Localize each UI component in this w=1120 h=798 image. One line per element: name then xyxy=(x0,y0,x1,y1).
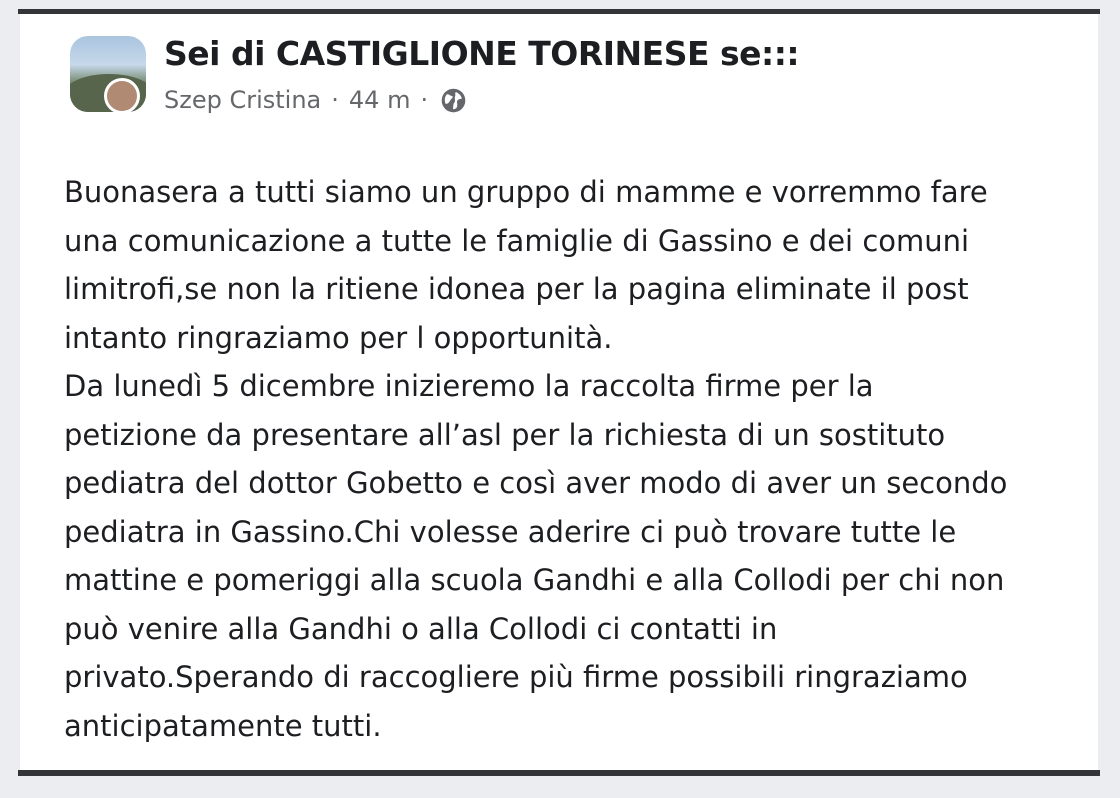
meta-separator: · xyxy=(331,86,339,114)
post-body-line: intanto ringraziamo per l opportunità. xyxy=(64,320,613,355)
post-body-line: petizione da presentare all’asl per la richiesta di un sostituto xyxy=(64,417,946,452)
author-avatar[interactable] xyxy=(104,78,140,114)
post-body xyxy=(64,168,1064,750)
post-body-line: Buonasera a tutti siamo un gruppo di mamme e vorremmo fare xyxy=(64,175,988,209)
group-name-link[interactable]: Sei di CASTIGLIONE TORINESE se::: xyxy=(164,34,800,73)
meta-separator: · xyxy=(420,86,429,114)
post-body-line: pediatra del dottor Gobetto e così aver modo di aver un secondo xyxy=(64,466,1008,500)
bottom-divider xyxy=(18,770,1100,776)
post-body-line: anticipatamente tutti. xyxy=(64,708,382,743)
post-body-line: privato.Sperando di raccogliere più firme possibili ringraziamo xyxy=(64,660,968,694)
post-body-line: mattine e pomeriggi alla scuola Gandhi e alla Collodi per chi non xyxy=(64,563,1005,597)
post-meta xyxy=(164,86,467,114)
author-name-link[interactable]: Szep Cristina xyxy=(164,86,322,114)
post-body-line: limitrofi,se non la ritiene idonea per la pagina eliminate il post xyxy=(64,272,969,306)
post-body-line: può venire alla Gandhi o alla Collodi ci contatti in xyxy=(64,611,778,646)
post-body-line: pediatra in Gassino.Chi volesse aderire ci può trovare tutte le xyxy=(64,514,957,549)
globe-icon[interactable] xyxy=(440,87,467,114)
post-timestamp[interactable]: 44 m xyxy=(348,86,411,114)
post-body-line: una comunicazione a tutte le famiglie di Gassino e dei comuni xyxy=(64,223,970,258)
post-body-line: Da lunedì 5 dicembre inizieremo la raccolta firme per la xyxy=(64,369,874,403)
